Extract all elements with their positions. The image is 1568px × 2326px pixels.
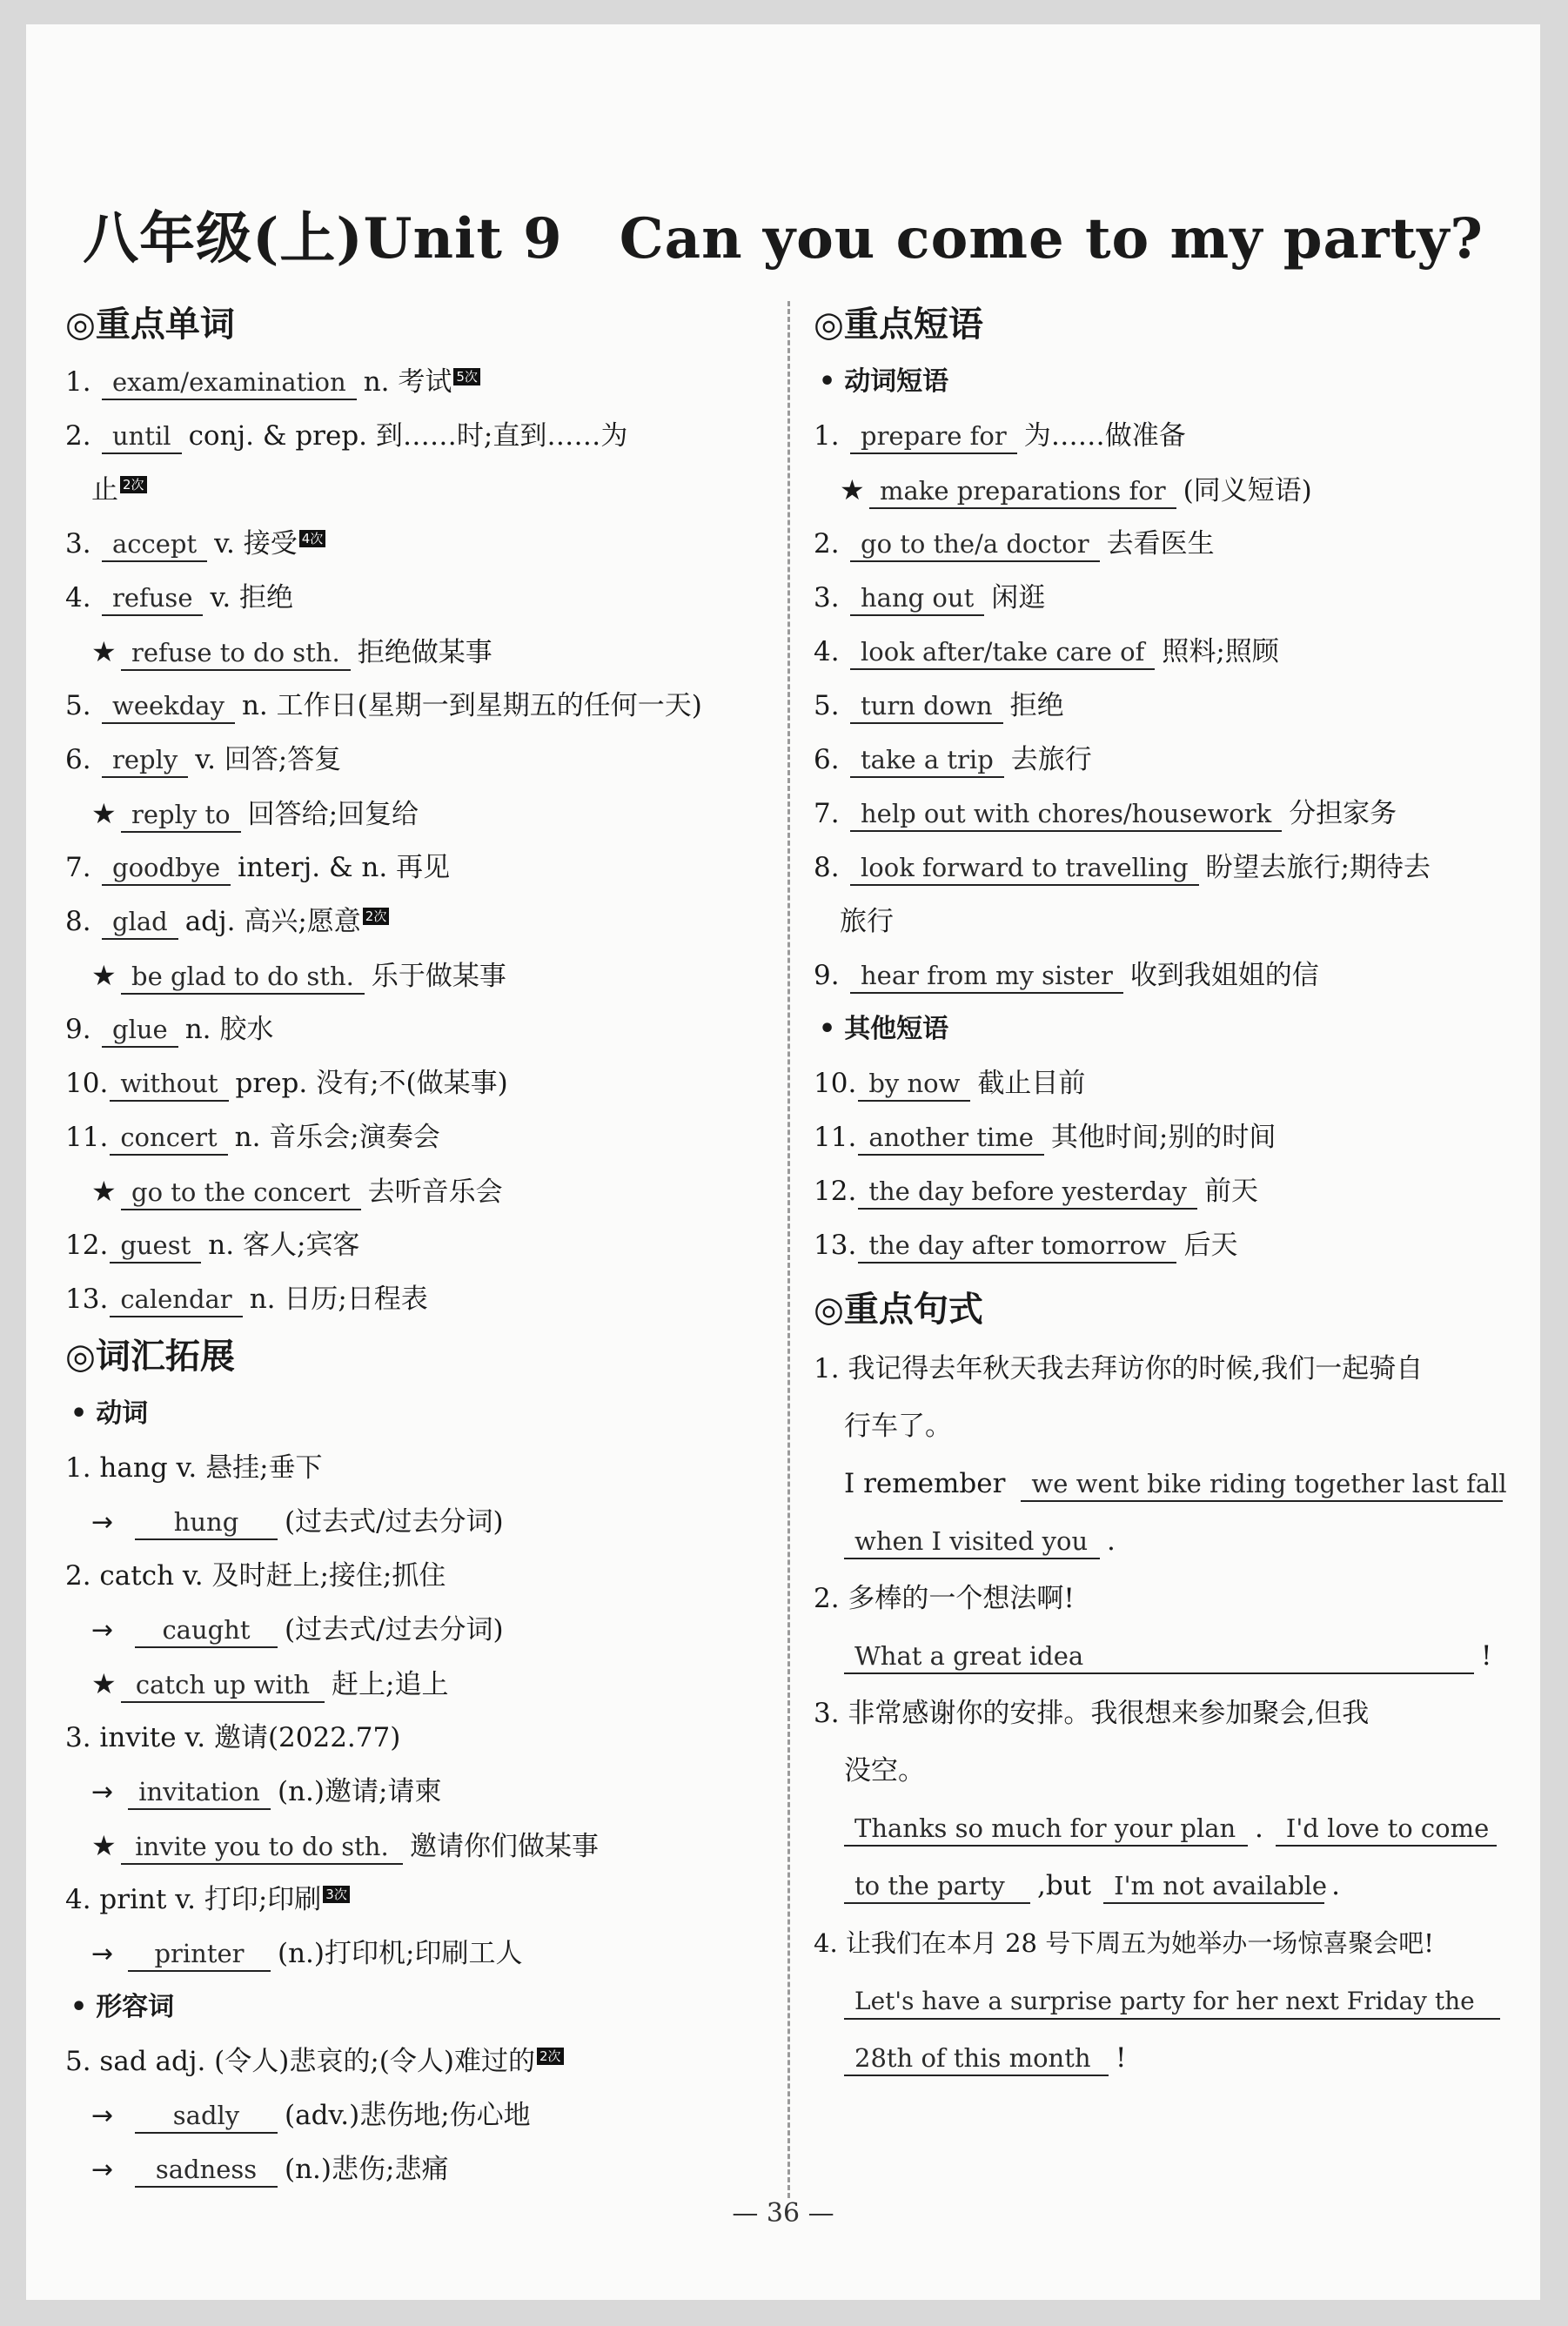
item-meaning: 其他时间;别的时间 xyxy=(1050,1122,1277,1153)
item-meaning: 回答给;回复给 xyxy=(247,799,419,830)
item-meaning: 闲逛 xyxy=(991,582,1046,613)
answer-blank: sadness xyxy=(135,2153,278,2188)
item-number: 13. xyxy=(814,1230,857,1261)
answer-blank: hung xyxy=(135,1505,278,1540)
item-meaning: adj. 高兴;愿意 xyxy=(184,906,361,937)
arrow-icon: → xyxy=(91,2101,114,2131)
answer-blank: take a trip xyxy=(850,743,1004,778)
item-meaning: 乐于做某事 xyxy=(371,961,506,992)
word-continuation xyxy=(65,463,770,517)
answer-blank: Let's have a surprise party for her next Friday the xyxy=(844,1985,1500,2020)
item-number: 1. xyxy=(814,420,840,452)
answer-blank: reply to xyxy=(121,798,241,833)
answer-blank: help out with chores/housework xyxy=(850,797,1282,832)
phrase-row xyxy=(814,1164,1510,1218)
item-meaning: 止 xyxy=(91,474,118,506)
answer-blank: we went bike riding together last fall xyxy=(1021,1467,1503,1502)
star-icon: ★ xyxy=(91,797,117,830)
word-row xyxy=(65,517,770,571)
arrow-icon: → xyxy=(91,1615,114,1646)
item-number: 3. xyxy=(814,582,840,613)
answer-blank: go to the/a doctor xyxy=(850,527,1100,562)
vocab-catch: 2. catch v. 及时赶上;接住;抓住 xyxy=(65,1560,446,1592)
answer-blank: Thanks so much for your plan xyxy=(844,1812,1248,1847)
phrase-row xyxy=(814,1218,1510,1272)
section-vocab-ext: ◎词汇拓展 xyxy=(65,1337,235,1377)
answer-blank: I'd love to come xyxy=(1276,1812,1497,1847)
answer-blank: calendar xyxy=(110,1283,242,1317)
answer-blank: I'm not available xyxy=(1103,1869,1324,1904)
phrase-row xyxy=(814,948,1510,1002)
answer-blank: to the party xyxy=(844,1869,1030,1904)
item-meaning: v. 拒绝 xyxy=(210,582,294,613)
item-meaning: 去听音乐会 xyxy=(367,1176,503,1208)
arrow-icon: → xyxy=(91,1507,114,1538)
answer-blank: look forward to travelling xyxy=(850,851,1199,886)
answer-blank: the day after tomorrow xyxy=(858,1229,1176,1264)
column-divider xyxy=(787,301,790,2198)
word-row xyxy=(65,895,770,948)
answer-blank: concert xyxy=(110,1121,227,1156)
vocab-invite: 3. invite v. 邀请(2022.77) xyxy=(65,1722,401,1753)
vocab-sad-adv: → sadly (adv.)悲伤地;伤心地 xyxy=(65,2088,770,2142)
frequency-badge: 2次 xyxy=(363,908,390,925)
sentence-1: 1. 我记得去年秋天我去拜访你的时候,我们一起骑自 行车了。 I remember we went bike riding together last fall when I visited you . xyxy=(814,1340,1510,1570)
answer-blank: invite you to do sth. xyxy=(121,1830,403,1865)
vocab-hang-form: → hung (过去式/过去分词) xyxy=(65,1495,770,1549)
answer-blank: accept xyxy=(102,527,207,562)
word-list xyxy=(65,355,770,1326)
item-number: 10. xyxy=(814,1068,857,1099)
answer-blank: look after/take care of xyxy=(850,635,1155,670)
item-meaning: 照料;照顾 xyxy=(1162,636,1279,667)
vocab-catch-phrase: ★ catch up with 赶上;追上 xyxy=(65,1657,770,1711)
item-number: 1. xyxy=(65,366,91,398)
item-number: 6. xyxy=(65,744,91,775)
item-meaning: interj. & n. 再见 xyxy=(238,852,451,883)
phrase-row xyxy=(814,733,1510,787)
answer-blank: the day before yesterday xyxy=(858,1175,1197,1210)
item-meaning: 收到我姐姐的信 xyxy=(1129,960,1319,991)
subhead-other-phrases: • 其他短语 xyxy=(814,1002,1510,1056)
word-row xyxy=(65,571,770,625)
left-column xyxy=(65,294,770,2196)
phrase-row xyxy=(814,625,1510,679)
sentence-3: 3. 非常感谢你的安排。我很想来参加聚会,但我 没空。 Thanks so much for your plan . I'd love to come to the party ,but I'm not available . xyxy=(814,1685,1510,1914)
word-row xyxy=(65,1056,770,1110)
word-row xyxy=(65,1110,770,1164)
item-meaning: 拒绝做某事 xyxy=(357,637,493,668)
item-number: 8. xyxy=(814,852,840,883)
section-key-sentences: ◎重点句式 xyxy=(814,1290,983,1330)
word-row xyxy=(65,1218,770,1272)
item-number: 8. xyxy=(65,906,91,937)
answer-blank: refuse xyxy=(102,581,203,616)
answer-blank: make preparations for xyxy=(869,474,1176,509)
answer-blank: go to the concert xyxy=(121,1176,361,1210)
answer-blank: without xyxy=(110,1067,228,1102)
item-number: 5. xyxy=(65,690,91,721)
phrase-row xyxy=(814,787,1510,841)
item-number: 7. xyxy=(814,798,840,829)
star-icon: ★ xyxy=(91,959,117,992)
word-row xyxy=(65,841,770,895)
item-number: 4. xyxy=(65,582,91,613)
answer-blank: invitation xyxy=(128,1775,271,1810)
phrase-row xyxy=(814,463,1510,517)
star-icon: ★ xyxy=(91,1175,117,1208)
item-meaning: n. 胶水 xyxy=(184,1014,274,1045)
phrase-row xyxy=(814,1110,1510,1164)
item-meaning: 盼望去旅行;期待去 xyxy=(1205,852,1431,883)
word-row xyxy=(65,1164,770,1218)
item-meaning: 分担家务 xyxy=(1289,798,1397,829)
vocab-print-form: → printer (n.)打印机;印刷工人 xyxy=(65,1927,770,1981)
item-meaning: n. 工作日(星期一到星期五的任何一天) xyxy=(241,690,702,721)
right-column xyxy=(814,294,1510,2087)
answer-blank: until xyxy=(102,419,182,454)
answer-blank: What a great idea xyxy=(844,1639,1474,1674)
answer-blank: catch up with xyxy=(121,1668,325,1703)
frequency-badge: 2次 xyxy=(537,2048,564,2065)
phrase-row xyxy=(814,517,1510,571)
item-number: 11. xyxy=(814,1122,857,1153)
frequency-badge: 2次 xyxy=(120,476,147,493)
section-key-words: ◎重点单词 xyxy=(65,305,235,345)
item-meaning: v. 回答;答复 xyxy=(195,744,342,775)
answer-blank: weekday xyxy=(102,689,235,724)
answer-blank: reply xyxy=(102,743,188,778)
item-number: 12. xyxy=(814,1176,857,1207)
item-meaning: n. 音乐会;演奏会 xyxy=(234,1122,440,1153)
item-number: 2. xyxy=(65,420,91,452)
word-row xyxy=(65,625,770,679)
answer-blank: glue xyxy=(102,1013,178,1048)
item-meaning: conj. & prep. 到……时;直到……为 xyxy=(188,420,628,452)
word-row xyxy=(65,948,770,1002)
answer-blank: hear from my sister xyxy=(850,959,1123,994)
subhead-adjectives: • 形容词 xyxy=(65,1981,770,2034)
page-title: 八年级(上)Unit 9 Can you come to my party? xyxy=(83,206,1484,271)
sentence-4: 4. 让我们在本月 28 号下周五为她举办一场惊喜聚会吧! Let's have a surprise party for her next Friday the 28th of this month ! xyxy=(814,1914,1510,2087)
answer-blank: glad xyxy=(102,905,178,940)
vocab-sad-noun: → sadness (n.)悲伤;悲痛 xyxy=(65,2142,770,2196)
item-meaning: 为……做准备 xyxy=(1023,420,1186,452)
item-meaning: 后天 xyxy=(1183,1230,1238,1261)
phrase-list xyxy=(814,409,1510,1002)
item-meaning: prep. 没有;不(做某事) xyxy=(235,1068,508,1099)
vocab-hang: 1. hang v. 悬挂;垂下 xyxy=(65,1452,323,1484)
answer-blank: sadly xyxy=(135,2099,278,2134)
item-number: 6. xyxy=(814,744,840,775)
item-meaning: 截止目前 xyxy=(977,1068,1086,1099)
star-icon: ★ xyxy=(91,635,117,668)
other-phrase-list xyxy=(814,1056,1510,1272)
item-number: 2. xyxy=(814,528,840,560)
phrase-row xyxy=(814,1056,1510,1110)
item-number: 13. xyxy=(65,1284,109,1315)
sentence-2: 2. 多棒的一个想法啊! What a great idea ! xyxy=(814,1570,1510,1685)
item-number: 10. xyxy=(65,1068,109,1099)
word-row xyxy=(65,679,770,733)
word-row xyxy=(65,409,770,463)
item-number: 9. xyxy=(814,960,840,991)
answer-blank: be glad to do sth. xyxy=(121,960,365,995)
item-number: 4. xyxy=(814,636,840,667)
word-row xyxy=(65,355,770,409)
item-number: 7. xyxy=(65,852,91,883)
star-icon: ★ xyxy=(91,1829,117,1862)
item-meaning: 去旅行 xyxy=(1010,744,1092,775)
answer-blank: another time xyxy=(858,1121,1044,1156)
item-number: 3. xyxy=(65,528,91,560)
word-row xyxy=(65,1002,770,1056)
item-meaning: 去看医生 xyxy=(1106,528,1215,560)
answer-blank: 28th of this month xyxy=(844,2041,1109,2076)
answer-blank: turn down xyxy=(850,689,1003,724)
phrase-row xyxy=(814,841,1510,895)
answer-blank: goodbye xyxy=(102,851,231,886)
phrase-row xyxy=(814,571,1510,625)
item-meaning: (同义短语) xyxy=(1183,475,1312,506)
answer-blank: printer xyxy=(128,1937,271,1972)
answer-blank: caught xyxy=(135,1613,278,1648)
vocab-invite-form: → invitation (n.)邀请;请柬 xyxy=(65,1765,770,1819)
phrase-continuation xyxy=(814,895,1510,948)
word-row xyxy=(65,787,770,841)
answer-blank: exam/examination xyxy=(102,365,357,400)
item-number: 5. xyxy=(814,690,840,721)
answer-blank: prepare for xyxy=(850,419,1017,454)
item-meaning: 前天 xyxy=(1203,1176,1258,1207)
answer-blank: hang out xyxy=(850,581,984,616)
answer-blank: when I visited you xyxy=(844,1525,1100,1559)
subhead-verb-phrases: • 动词短语 xyxy=(814,355,1510,409)
answer-blank: by now xyxy=(858,1067,970,1102)
arrow-icon: → xyxy=(91,2155,114,2185)
vocab-invite-phrase: ★ invite you to do sth. 邀请你们做某事 xyxy=(65,1819,770,1873)
item-number: 9. xyxy=(65,1014,91,1045)
word-row xyxy=(65,1272,770,1326)
frequency-badge: 5次 xyxy=(453,368,480,385)
frequency-badge: 4次 xyxy=(299,530,326,547)
answer-blank: guest xyxy=(110,1229,201,1264)
answer-blank: refuse to do sth. xyxy=(121,636,351,671)
item-number: 11. xyxy=(65,1122,109,1153)
arrow-icon: → xyxy=(91,1777,114,1807)
item-meaning: n. 客人;宾客 xyxy=(208,1230,360,1261)
item-meaning: n. 日历;日程表 xyxy=(249,1284,428,1315)
frequency-badge: 3次 xyxy=(323,1886,350,1903)
worksheet-page xyxy=(26,24,1540,2300)
vocab-sad: 5. sad adj. (令人)悲哀的;(令人)难过的 2次 xyxy=(65,2034,770,2088)
item-meaning: v. 接受 xyxy=(214,528,298,560)
arrow-icon: → xyxy=(91,1939,114,1969)
page-number: — 36 — xyxy=(732,2198,834,2229)
vocab-print: 4. print v. 打印;印刷 3次 xyxy=(65,1873,770,1927)
phrase-row xyxy=(814,679,1510,733)
item-meaning: 拒绝 xyxy=(1009,690,1064,721)
item-number: 12. xyxy=(65,1230,109,1261)
section-key-phrases: ◎重点短语 xyxy=(814,305,983,345)
word-row xyxy=(65,733,770,787)
star-icon: ★ xyxy=(840,473,865,506)
item-meaning: n. 考试 xyxy=(363,366,452,398)
star-icon: ★ xyxy=(91,1667,117,1700)
phrase-row xyxy=(814,409,1510,463)
item-meaning: 旅行 xyxy=(840,906,894,937)
subhead-verbs: • 动词 xyxy=(65,1387,770,1441)
vocab-catch-form: → caught (过去式/过去分词) xyxy=(65,1603,770,1657)
